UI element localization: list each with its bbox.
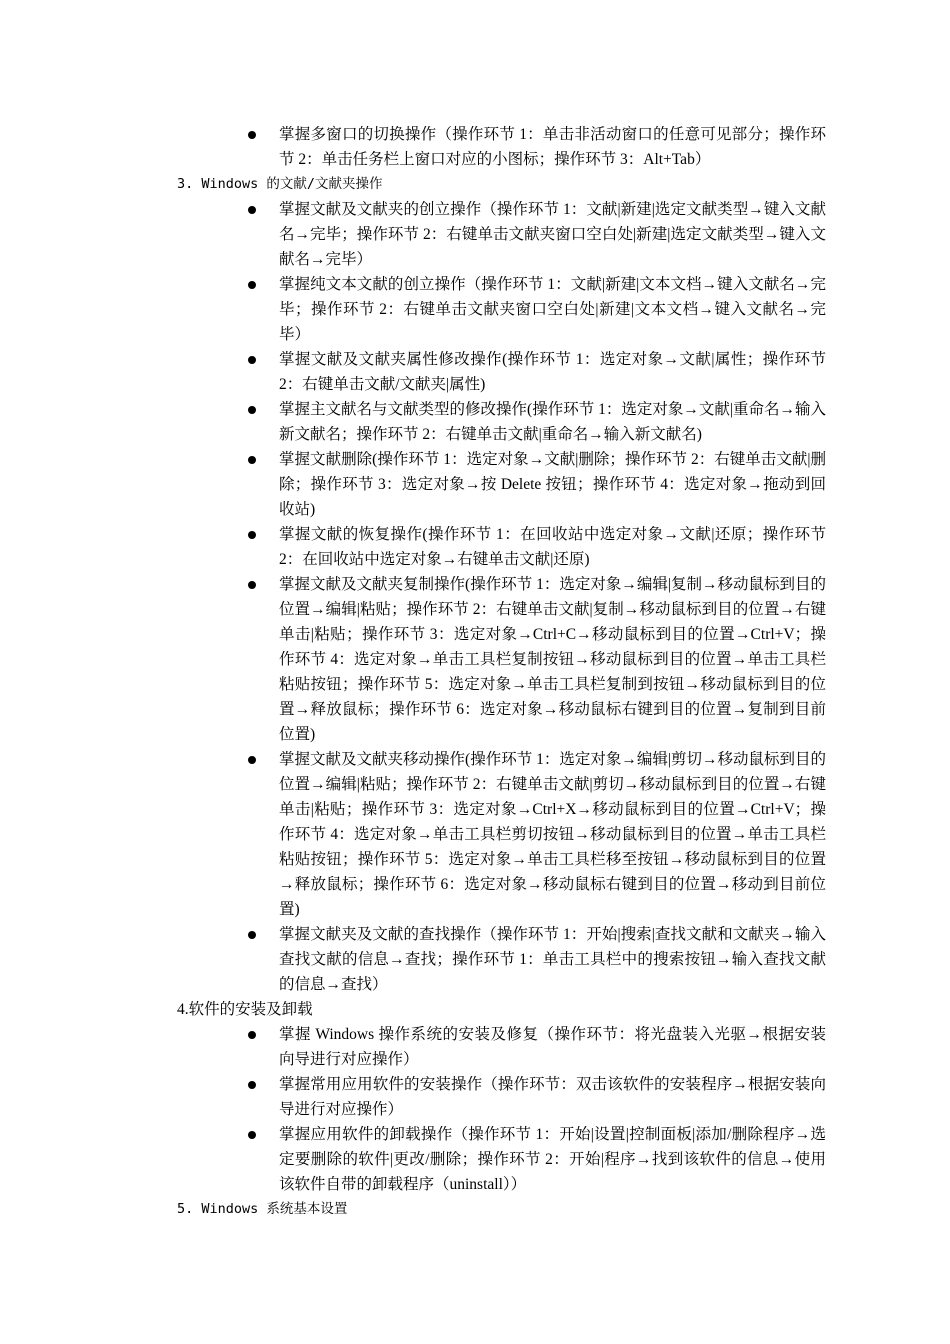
list-item-text: 掌握文献及文献夹属性修改操作(操作环节 1：选定对象→文献|属性；操作环节 2：右键单击文献/文献夹|属性) (279, 351, 826, 393)
bullet-icon (248, 406, 256, 414)
list-item (176, 447, 826, 522)
list-item (176, 922, 826, 997)
list-item (176, 347, 826, 397)
bullet-icon (248, 581, 256, 589)
list-item-text: 掌握文献夹及文献的查找操作（操作环节 1：开始|搜索|查找文献和文献夹→输入查找文献的信息→查找；操作环节 1：单击工具栏中的搜索按钮→输入查找文献的信息→查找） (279, 926, 826, 993)
list-item-text: 掌握文献及文献夹移动操作(操作环节 1：选定对象→编辑|剪切→移动鼠标到目的位置→编辑|粘贴；操作环节 2：右键单击文献|剪切→移动鼠标到目的位置→右键单击|粘贴；操作环节 3：选定对象→Ctrl+X→移动鼠标到目的位置→Ctrl+V；操作环节 4：选定对象→单击工具栏剪切按钮→移动鼠标到目的位置→单击工具栏粘贴按钮；操作环节 5：选定对象→单击工具栏移至按钮→移动鼠标到目的位置→释放鼠标；操作环节 6：选定对象→移动鼠标右键到目的位置→移动到目前位置) (279, 751, 826, 918)
section-heading: 4.软件的安装及卸载 (177, 1001, 313, 1018)
list-item-text: 掌握应用软件的卸载操作（操作环节 1：开始|设置|控制面板|添加/删除程序→选定要删除的软件|更改/删除；操作环节 2：开始|程序→找到该软件的信息→使用该软件自带的卸载程序（uninstall）） (279, 1126, 826, 1193)
list-item-text: 掌握文献及文献夹复制操作(操作环节 1：选定对象→编辑|复制→移动鼠标到目的位置→编辑|粘贴；操作环节 2：右键单击文献|复制→移动鼠标到目的位置→右键单击|粘贴；操作环节 3：选定对象→Ctrl+C→移动鼠标到目的位置→Ctrl+V；操作环节 4：选定对象→单击工具栏复制按钮→移动鼠标到目的位置→单击工具栏粘贴按钮；操作环节 5：选定对象→单击工具栏复制到按钮→移动鼠标到目的位置→释放鼠标；操作环节 6：选定对象→移动鼠标右键到目的位置→复制到目前位置) (279, 576, 826, 743)
list-item (176, 572, 826, 747)
bullet-icon (248, 206, 256, 214)
bullet-icon (248, 1031, 256, 1039)
list-item (176, 1122, 826, 1197)
list-item (176, 747, 826, 922)
list-item-text: 掌握文献删除(操作环节 1：选定对象→文献|删除；操作环节 2：右键单击文献|删除；操作环节 3：选定对象→按 Delete 按钮；操作环节 4：选定对象→拖动到回收站) (279, 451, 826, 518)
bullet-icon (248, 931, 256, 939)
section-heading: 3. Windows 的文献/文献夹操作 (177, 176, 383, 192)
bullet-icon (248, 456, 256, 464)
bullet-icon (248, 1081, 256, 1089)
list-item (176, 522, 826, 572)
list-item-text: 掌握常用应用软件的安装操作（操作环节：双击该软件的安装程序→根据安装向导进行对应操作） (279, 1076, 826, 1118)
list-item (176, 397, 826, 447)
bullet-icon (248, 756, 256, 764)
bullet-icon (248, 531, 256, 539)
list-item-text: 掌握主文献名与文献类型的修改操作(操作环节 1：选定对象→文献|重命名→输入新文献名；操作环节 2：右键单击文献|重命名→输入新文献名) (279, 401, 826, 443)
bullet-icon (248, 1131, 256, 1139)
list-item-text: 掌握文献的恢复操作(操作环节 1：在回收站中选定对象→文献|还原；操作环节 2：在回收站中选定对象→右键单击文献|还原) (279, 526, 826, 568)
bullet-icon (248, 356, 256, 364)
list-item-text: 掌握文献及文献夹的创立操作（操作环节 1：文献|新建|选定文献类型→键入文献名→完毕；操作环节 2：右键单击文献夹窗口空白处|新建|选定文献类型→键入文献名→完毕） (279, 201, 826, 268)
list-item (176, 272, 826, 347)
bullet-icon (248, 131, 256, 139)
list-item-text: 掌握多窗口的切换操作（操作环节 1：单击非活动窗口的任意可见部分；操作环节 2：单击任务栏上窗口对应的小图标；操作环节 3：Alt+Tab） (279, 126, 826, 168)
list-item (176, 197, 826, 272)
section-heading: 5. Windows 系统基本设置 (177, 1201, 348, 1217)
list-item-text: 掌握 Windows 操作系统的安装及修复（操作环节：将光盘装入光驱→根据安装向导进行对应操作） (279, 1026, 826, 1068)
list-item (176, 1072, 826, 1122)
list-item (176, 122, 826, 172)
bullet-icon (248, 281, 256, 289)
list-item (176, 1022, 826, 1072)
list-item-text: 掌握纯文本文献的创立操作（操作环节 1：文献|新建|文本文档→键入文献名→完毕；操作环节 2：右键单击文献夹窗口空白处|新建|文本文档→键入文献名→完毕） (279, 276, 826, 343)
document-content (176, 122, 826, 1222)
